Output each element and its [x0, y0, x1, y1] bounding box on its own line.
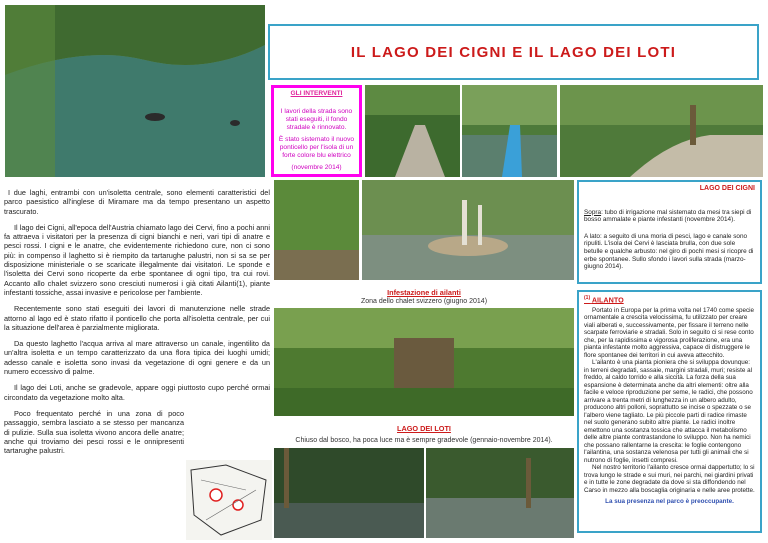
- lato-text: A lato: a seguito di una moria di pesci, lago e canale sono ripuliti. L'isola dei Cervi è lasciata brulla, con due sole betulle e qualche arbusto: nel giro di pochi mesi si ricopre di erbe spontanee. Sullo sfondo i lavori sulla strada (marzo-giugno 2014).: [584, 232, 754, 271]
- interventi-line-2: È stato sistemato il nuovo ponticello per l'isola di un forte colore blu elettrico: [278, 136, 355, 159]
- article-paragraph-6: Poco frequentato perché in una zona di poco passaggio, sembra lasciato a se stesso per mancanza di pulizie. Sulla sua isoletta vivono ancora delle anatre; anche qui troviamo dei pesci rossi e le onnipresenti tartarughe palustri.: [4, 408, 184, 456]
- blue-bridge-photo: [462, 85, 557, 177]
- lago-cigni-heading: LAGO DEI CIGNI: [699, 185, 755, 192]
- ailanto-heading: AILANTO: [591, 295, 624, 305]
- park-map: [186, 460, 272, 540]
- swan-lake-island-photo: [362, 180, 574, 280]
- lago-loti-photo-1: [274, 448, 424, 538]
- ailanto-paragraph-1: Portato in Europa per la prima volta nel 1740 come specie ornamentale a crescita velocissima, fu utilizzato per creare viali alberati e, successivamente, per fissare il terreno nelle scarpate ferroviarie e stradali. Solo in seguito ci si rese conto che, per la rapidissima e vigorosa proliferazione, era una pianta infestante molto aggressiva, capace di distruggere le flore spontanee dei territori in cui aveva attecchito.: [584, 306, 755, 359]
- lago-loti-photo-2: [426, 448, 574, 538]
- interventi-line-3: (novembre 2014): [291, 164, 342, 171]
- sopra-text: : tubo di irrigazione mal sistemato da mesi tra siepi di bosso ammalate e piante infestanti (novembre 2014).: [584, 208, 752, 224]
- lago-loti-caption: Chiuso dal bosco, ha poca luce ma è sempre gradevole (gennaio-novembre 2014).: [295, 437, 553, 444]
- forest-road-photo: [365, 85, 460, 177]
- article-paragraph-5: Il lago dei Loti, anche se gradevole, appare oggi piuttosto cupo perché ormai circondato da vegetazione molto alta.: [4, 383, 270, 402]
- title-box: [268, 24, 759, 80]
- interventi-heading: GLI INTERVENTI: [290, 90, 343, 97]
- lago-cigni-turtles-photo: [5, 5, 265, 177]
- article-paragraph-3: Recentemente sono stati eseguiti dei lavori di manutenzione nelle strade attorno al lago ed è stato rifatto il ponticello che porta all'isoletta centrale, per cui la situazione dell'area è parzialmente migliorata.: [4, 304, 270, 332]
- lago-cigni-box: [577, 180, 762, 284]
- lago-loti-heading: LAGO DEI LOTI: [397, 424, 451, 433]
- article-paragraph-2: Il lago dei Cigni, all'epoca dell'Austria chiamato lago dei Cervi, fino a pochi anni fa attraeva i visitatori per la presenza di cigni bianchi e neri, vari tipi di anatre e pesci rossi. I cigni e le anatre, che evidentemente richiedono cure, non ci sono più: in compenso il laghetto si è riempito da tartarughe palustri, non si sa se per disposizione ministeriale o se scaricate illegalmente dai visitatori. Le sponde e l'isoletta dei Cervi sono ricoperte da erbe spontanee di ogni tipo, tra cui rovi. Accanto allo chalet svizzero sono cresciuti numerosi i già citati Ailanti(1), piante infestanti tossiche, assai invasive e pericolose per l'ambiente.: [4, 222, 270, 297]
- path-with-trees-photo: [560, 85, 763, 177]
- page-title: IL LAGO DEI CIGNI E IL LAGO DEI LOTI: [350, 43, 677, 61]
- ailanto-footer: La sua presenza nel parco è preoccupante.: [605, 498, 734, 506]
- infestation-photo: [274, 308, 574, 416]
- ailanto-paragraph-2: L'ailanto è una pianta pioniera che si sviluppa dovunque: in terreni degradati, sassaie, margini stradali, muri; resiste al freddo, al caldo torrido e alla siccità. La forza della sua espansione è determinata anche da altri elementi: oltre alla facile e veloce riproduzione per seme, le radici, che possono arrivare a trenta metri di lunghezza in un albero adulto, producono altri polloni, soprattutto se incise o spezzate o se l'albero viene tagliato. Le più piccole parti di radice rimaste nel suolo generano subito altre piante. Le radici inoltre emettono una sostanza tossica che attacca il metabolismo delle altre piante contrastandone lo sviluppo. Non ha nemici che possano rallentarne la crescita: le foglie contengono l'ailantina, una sostanza velenosa per tutti gli animali che si nutrono di foglie, insetti compresi.: [584, 359, 753, 464]
- ailanto-box: [577, 290, 762, 533]
- sopra-label: Sopra: [584, 208, 602, 216]
- interventi-line-1: I lavori della strada sono stati eseguiti, il fondo stradale è rinnovato.: [280, 108, 353, 131]
- ailanti-chalet-photo: [274, 180, 359, 280]
- article-paragraph-1: I due laghi, entrambi con un'isoletta centrale, sono elementi caratteristici del parco paesistico all'inglese di Miramare ma da tempo presentano un aspetto trascurato.: [4, 188, 270, 216]
- infestazione-heading: Infestazione di ailanti: [387, 288, 461, 297]
- interventi-box: [271, 85, 362, 177]
- left-article: [4, 188, 270, 462]
- infestazione-caption: Zona dello chalet svizzero (giugno 2014): [360, 298, 488, 305]
- article-paragraph-4: Da questo laghetto l'acqua arriva al mare attraverso un canale, ingentilito da un'altra isoletta e un tempo caratterizzato da una flora tipica dei luoghi umidi; adesso canale e isoletta sono invasi da vegetazione di ogni genere e da un numero eccessivo di palme.: [4, 339, 270, 377]
- ailanto-paragraph-3: Nel nostro territorio l'ailanto cresce ormai dappertutto; lo si trova lungo le strade e sui muri, nei parchi, nei giardini privati e in tutte le zone degradate da dove si sta diffondendo nel Carso in mezzo alla boscaglia originaria e nelle aree protette.: [584, 464, 755, 494]
- ailanto-note: (1): [584, 295, 591, 301]
